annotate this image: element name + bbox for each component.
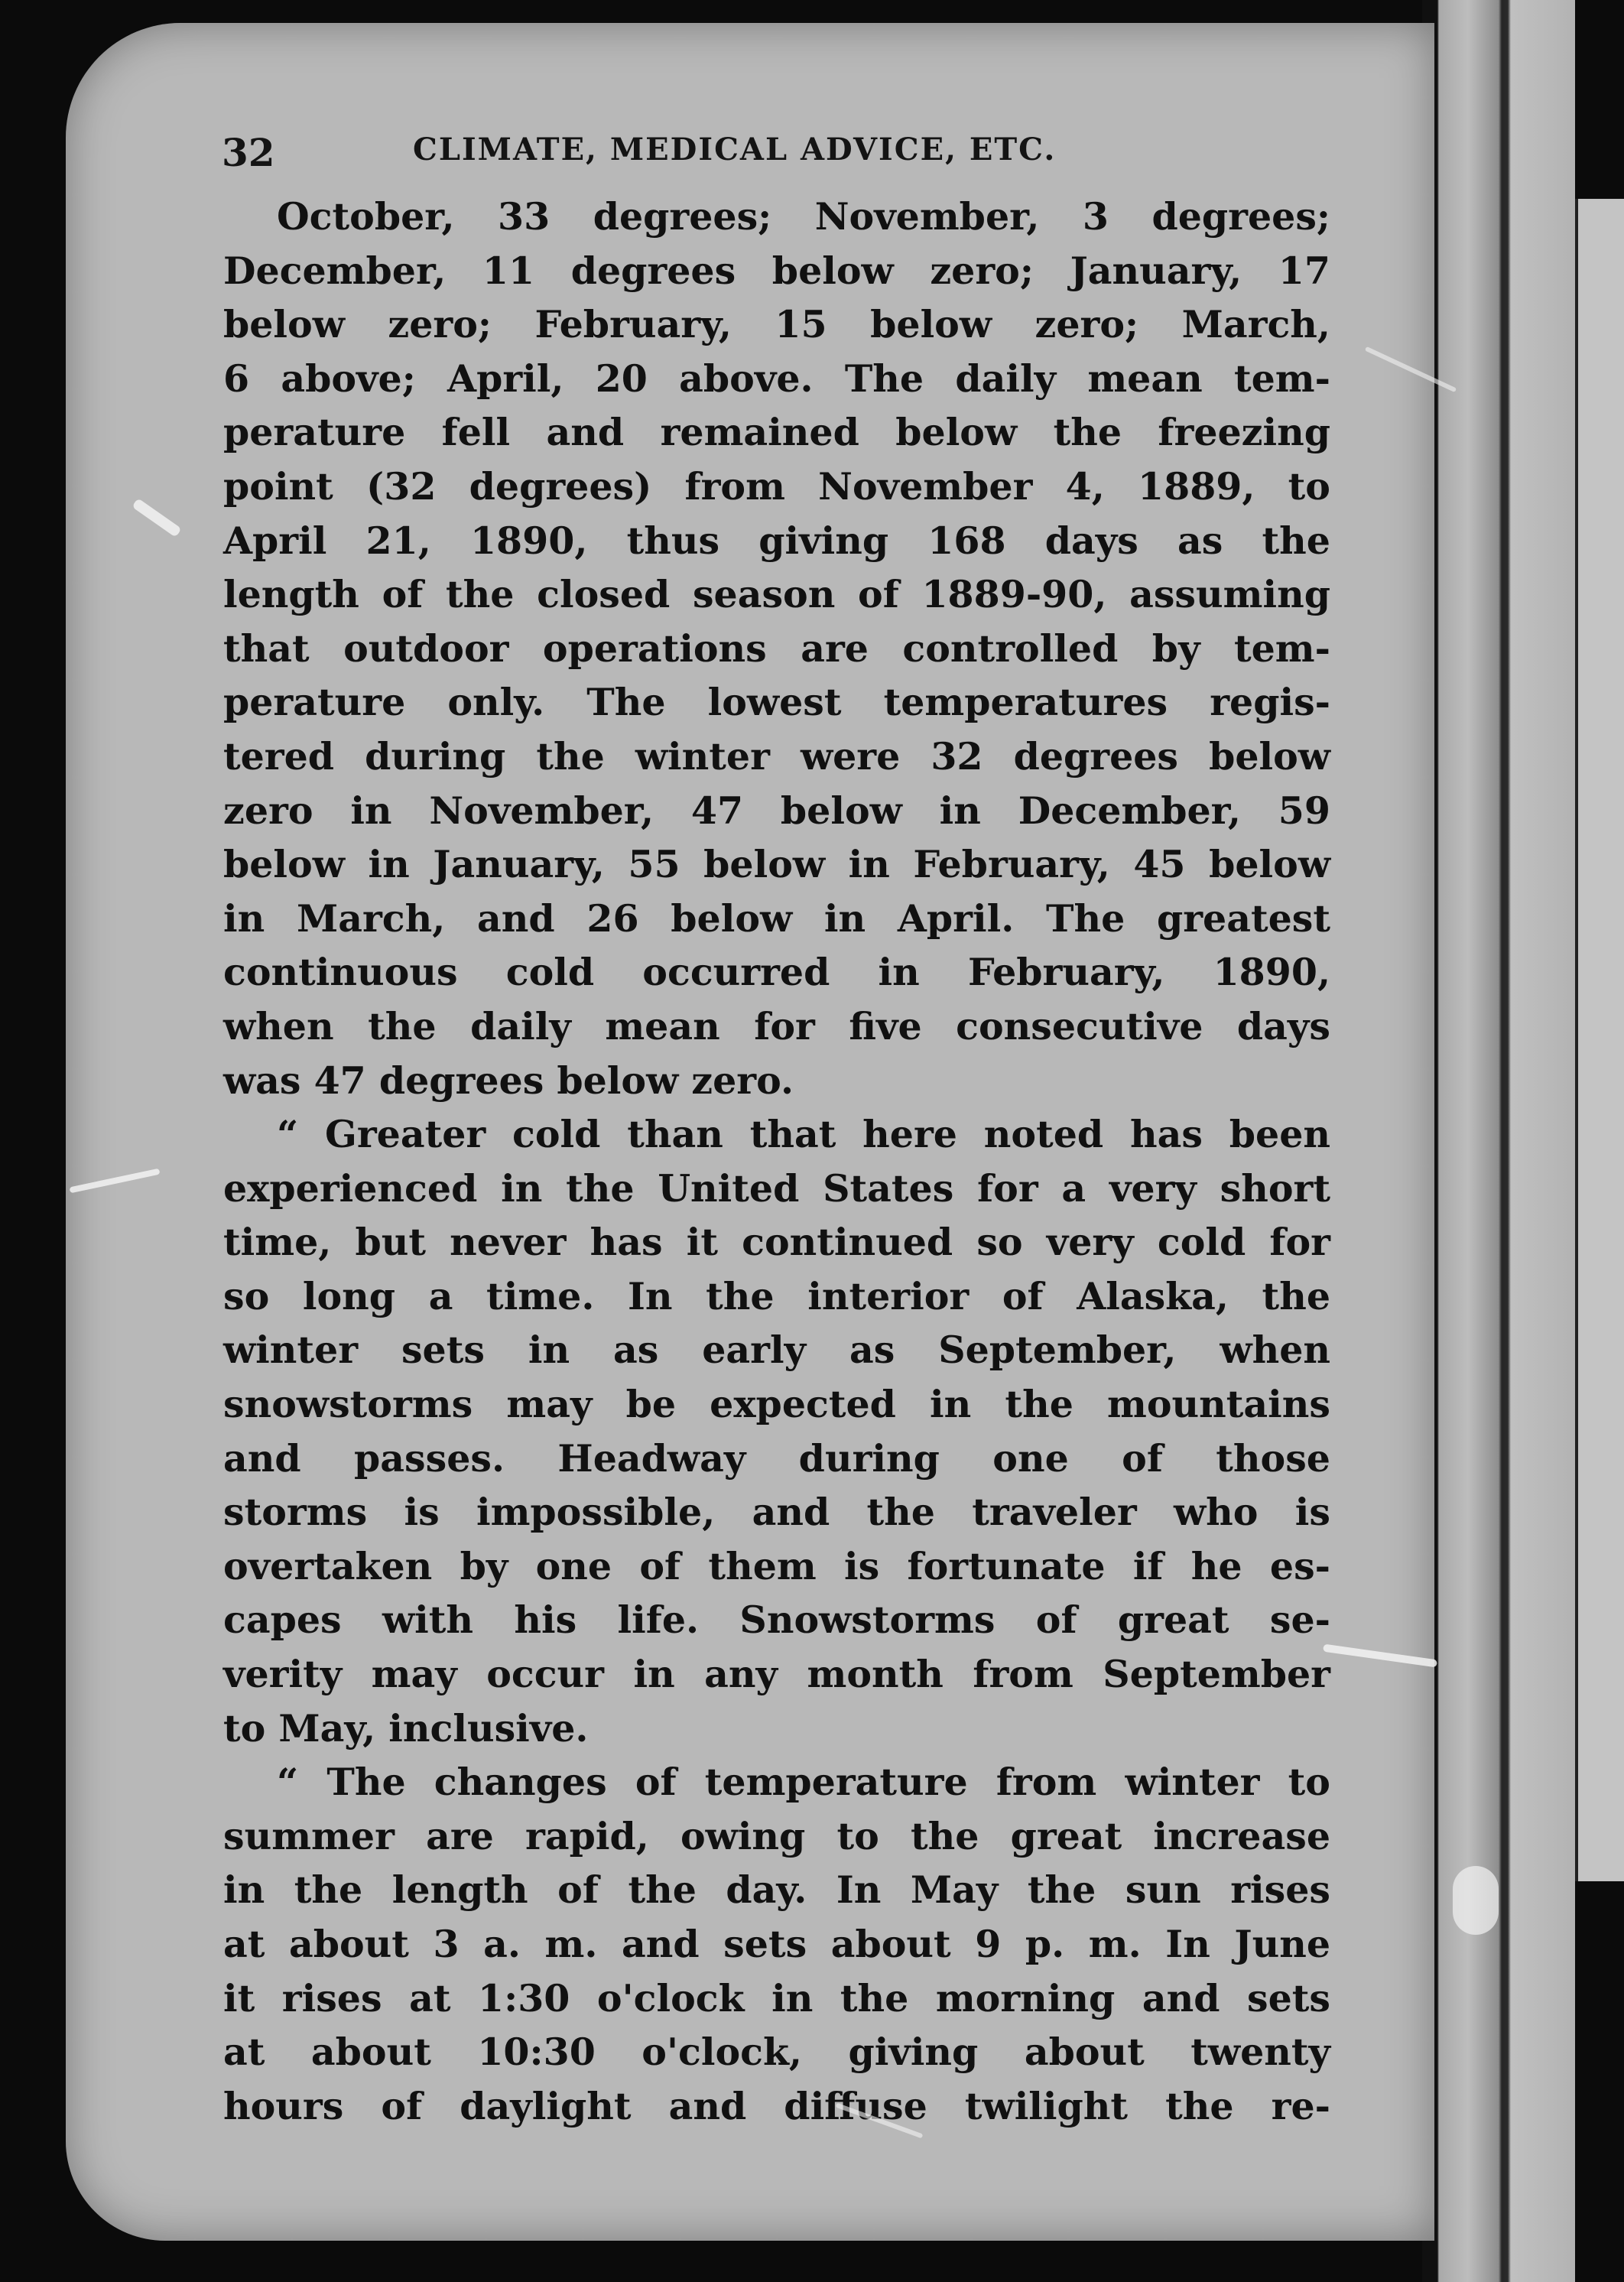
text-line: perature fell and remained below the freezing — [223, 410, 1330, 455]
text-line: time, but never has it continued so very cold for — [223, 1220, 1330, 1265]
text-line: continuous cold occurred in February, 1890, — [223, 950, 1330, 995]
film-scratch — [1453, 1866, 1499, 1935]
text-line: snowstorms may be expected in the mountains — [223, 1382, 1330, 1427]
text-line: October, 33 degrees; November, 3 degrees; — [277, 194, 1330, 239]
text-line: and passes. Headway during one of those — [223, 1435, 1330, 1481]
text-line: perature only. The lowest temperatures regis- — [223, 680, 1330, 725]
facing-page-edge — [1575, 199, 1624, 1881]
text-line: storms is impossible, and the traveler who is — [223, 1490, 1330, 1535]
text-line: “ Greater cold than that here noted has been — [277, 1112, 1330, 1157]
text-line: experienced in the United States for a very short — [223, 1165, 1330, 1211]
text-line: to May, inclusive. — [223, 1705, 589, 1751]
text-line: in the length of the day. In May the sun rises — [223, 1868, 1330, 1913]
text-line: length of the closed season of 1889-90, assuming — [223, 572, 1330, 617]
text-line: point (32 degrees) from November 4, 1889, to — [223, 463, 1330, 509]
text-line: was 47 degrees below zero. — [223, 1058, 794, 1103]
text-line: 6 above; April, 20 above. The daily mean tem- — [223, 356, 1330, 401]
text-line: winter sets in as early as September, when — [223, 1328, 1330, 1373]
text-line: so long a time. In the interior of Alaska, the — [223, 1273, 1330, 1318]
text-line: at about 3 a. m. and sets about 9 p. m. In June — [223, 1922, 1330, 1966]
page-number: 32 — [222, 130, 275, 175]
text-line: below zero; February, 15 below zero; March, — [223, 302, 1330, 347]
text-line: summer are rapid, owing to the great increase — [223, 1813, 1330, 1858]
text-line: that outdoor operations are controlled by tem- — [223, 626, 1330, 671]
book-spine — [1422, 0, 1575, 2282]
text-line: at about 10:30 o'clock, giving about twenty — [223, 2030, 1330, 2075]
text-line: April 21, 1890, thus giving 168 days as the — [223, 518, 1330, 563]
text-line: below in January, 55 below in February, 45 below — [223, 842, 1330, 887]
text-line: verity may occur in any month from September — [223, 1652, 1330, 1697]
text-line: in March, and 26 below in April. The greatest — [223, 896, 1330, 941]
text-line: zero in November, 47 below in December, 59 — [223, 788, 1330, 833]
text-line: “ The changes of temperature from winter to — [277, 1760, 1330, 1805]
running-header: CLIMATE, MEDICAL ADVICE, ETC. — [413, 132, 1057, 167]
text-line: when the daily mean for five consecutive days — [223, 1003, 1330, 1048]
text-line: December, 11 degrees below zero; January, 17 — [223, 248, 1330, 293]
text-line: it rises at 1:30 o'clock in the morning and sets — [223, 1975, 1330, 2020]
text-line: capes with his life. Snowstorms of great se- — [223, 1598, 1330, 1643]
text-line: hours of daylight and diffuse twilight the re- — [223, 2083, 1330, 2128]
body-text — [223, 190, 1330, 2133]
text-line: tered during the winter were 32 degrees below — [223, 733, 1330, 779]
text-line: overtaken by one of them is fortunate if he es- — [223, 1543, 1330, 1588]
